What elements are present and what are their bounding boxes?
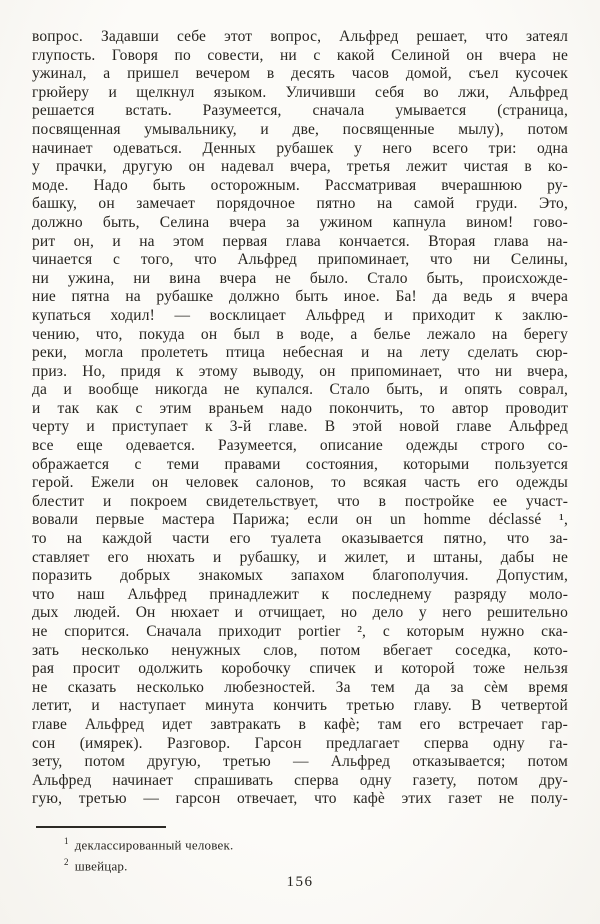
text-line: герой. Ежели он человек салонов, то всякая часть его одежды	[32, 474, 568, 492]
text-line: ни ужина, ни вина вчера не было. Стало быть, происхожде-	[32, 269, 568, 287]
text-line: у прачки, другую он надевал вчера, третья лежит чистая в ко-	[32, 158, 568, 176]
text-line: решается встать. Разумеется, сначала умывается (страница,	[32, 102, 568, 120]
text-line: гую, третью — гарсон отвечает, что кафè этих газет не полу-	[32, 790, 568, 808]
text-line: зету, потом другую, третью — Альфред отказывается; потом	[32, 753, 568, 771]
text-line: черту и приступает к 3-й главе. В этой новой главе Альфред	[32, 418, 568, 436]
text-line: ображается с теми правами состояния, которыми пользуется	[32, 455, 568, 473]
body-text	[32, 28, 568, 809]
text-line: ние пятна на рубашке должно быть иное. Ба! да ведь я вчера	[32, 288, 568, 306]
text-line: чинается с того, что Альфред припоминает, что ни Селины,	[32, 251, 568, 269]
footnote-marker: 2	[64, 856, 69, 867]
text-line: все еще одевается. Разумеется, описание одежды строго со-	[32, 437, 568, 455]
text-line: должно быть, Селина вчера за ужином капнула вином! гово-	[32, 213, 568, 231]
text-line: глупость. Говоря по совести, ни с какой Селиной он вчера не	[32, 46, 568, 64]
text-line: да и вообще никогда не купался. Стало быть, и опять соврал,	[32, 381, 568, 399]
text-line: рит он, и на этом первая глава кончается. Вторая глава на-	[32, 232, 568, 250]
footnote-text: деклассированный человек.	[74, 837, 234, 853]
text-line: ставляет его нюхать и рубашку, и жилет, и штаны, дабы не	[32, 548, 568, 566]
text-line: не сказать несколько любезностей. За тем да за сèм время	[32, 678, 568, 696]
text-line: вовали первые мастера Парижа; если он un homme déclassé ¹,	[32, 511, 568, 529]
text-line: поразить добрых знакомых запахом благополучия. Допустим,	[32, 567, 568, 585]
text-line: что наш Альфред принадлежит к последнему разряду моло-	[32, 585, 568, 603]
text-line: дых людей. Он нюхает и отчищает, но дело у него решительно	[32, 604, 568, 622]
text-line: башку, он замечает порядочное пятно на самой груди. Это,	[32, 195, 568, 213]
text-line: главе Альфред идет завтракать в кафè; там его встречает гар-	[32, 715, 568, 733]
text-line: зать несколько ненужных слов, потом вбегает соседка, кото-	[32, 641, 568, 659]
text-line: моде. Надо быть осторожным. Рассматривая вчерашнюю ру-	[32, 176, 568, 194]
text-line: и так как с этим враньем надо покончить, то автор проводит	[32, 399, 568, 417]
footnote-text: швейцар.	[74, 858, 128, 874]
text-line: чению, что, покуда он был в воде, а белье лежало на берегу	[32, 325, 568, 343]
footnote-divider	[36, 826, 166, 828]
text-line: приз. Но, придя к этому выводу, он припоминает, что ни вчера,	[32, 362, 568, 380]
text-line: вопрос. Задавши себе этот вопрос, Альфред решает, что затеял	[32, 28, 568, 45]
text-line: посвященная умывальнику, и две, посвященные мылу), потом	[32, 120, 568, 138]
text-line: реки, могла пролететь птица небесная и на лету сделать сюр-	[32, 344, 568, 362]
text-line: начинает одеваться. Денных рубашек у него всего три: одна	[32, 139, 568, 157]
text-line: рая просит одолжить коробочку спичек и которой тоже нельзя	[32, 660, 568, 678]
text-line: летит, и наступает минута кончить третью главу. В четвертой	[32, 697, 568, 715]
text-line: не спорится. Сначала приходит portier ², с которым нужно ска-	[32, 623, 568, 640]
footnote	[32, 854, 568, 875]
text-line: ужинал, а пришел вечером в десять часов домой, съел кусочек	[32, 65, 568, 83]
text-line: то на каждой части его туалета оказывается пятно, что за-	[32, 530, 568, 548]
footnotes	[32, 833, 568, 875]
text-line: Альфред начинает спрашивать сперва одну газету, потом дру-	[32, 771, 568, 789]
page-number: 156	[286, 874, 314, 890]
text-line: блестит и покроем свидетельствует, что в постройке ее участ-	[32, 492, 568, 510]
footnote-marker: 1	[64, 836, 69, 846]
text-line: сон (имярек). Разговор. Гарсон предлагает сперва одну га-	[32, 734, 568, 752]
text-line: грюйеру и щелкнул языком. Уличивши себя во лжи, Альфред	[32, 83, 568, 101]
text-line: купаться ходил! — восклицает Альфред и приходит к заклю-	[32, 306, 568, 324]
footnote	[32, 833, 568, 854]
